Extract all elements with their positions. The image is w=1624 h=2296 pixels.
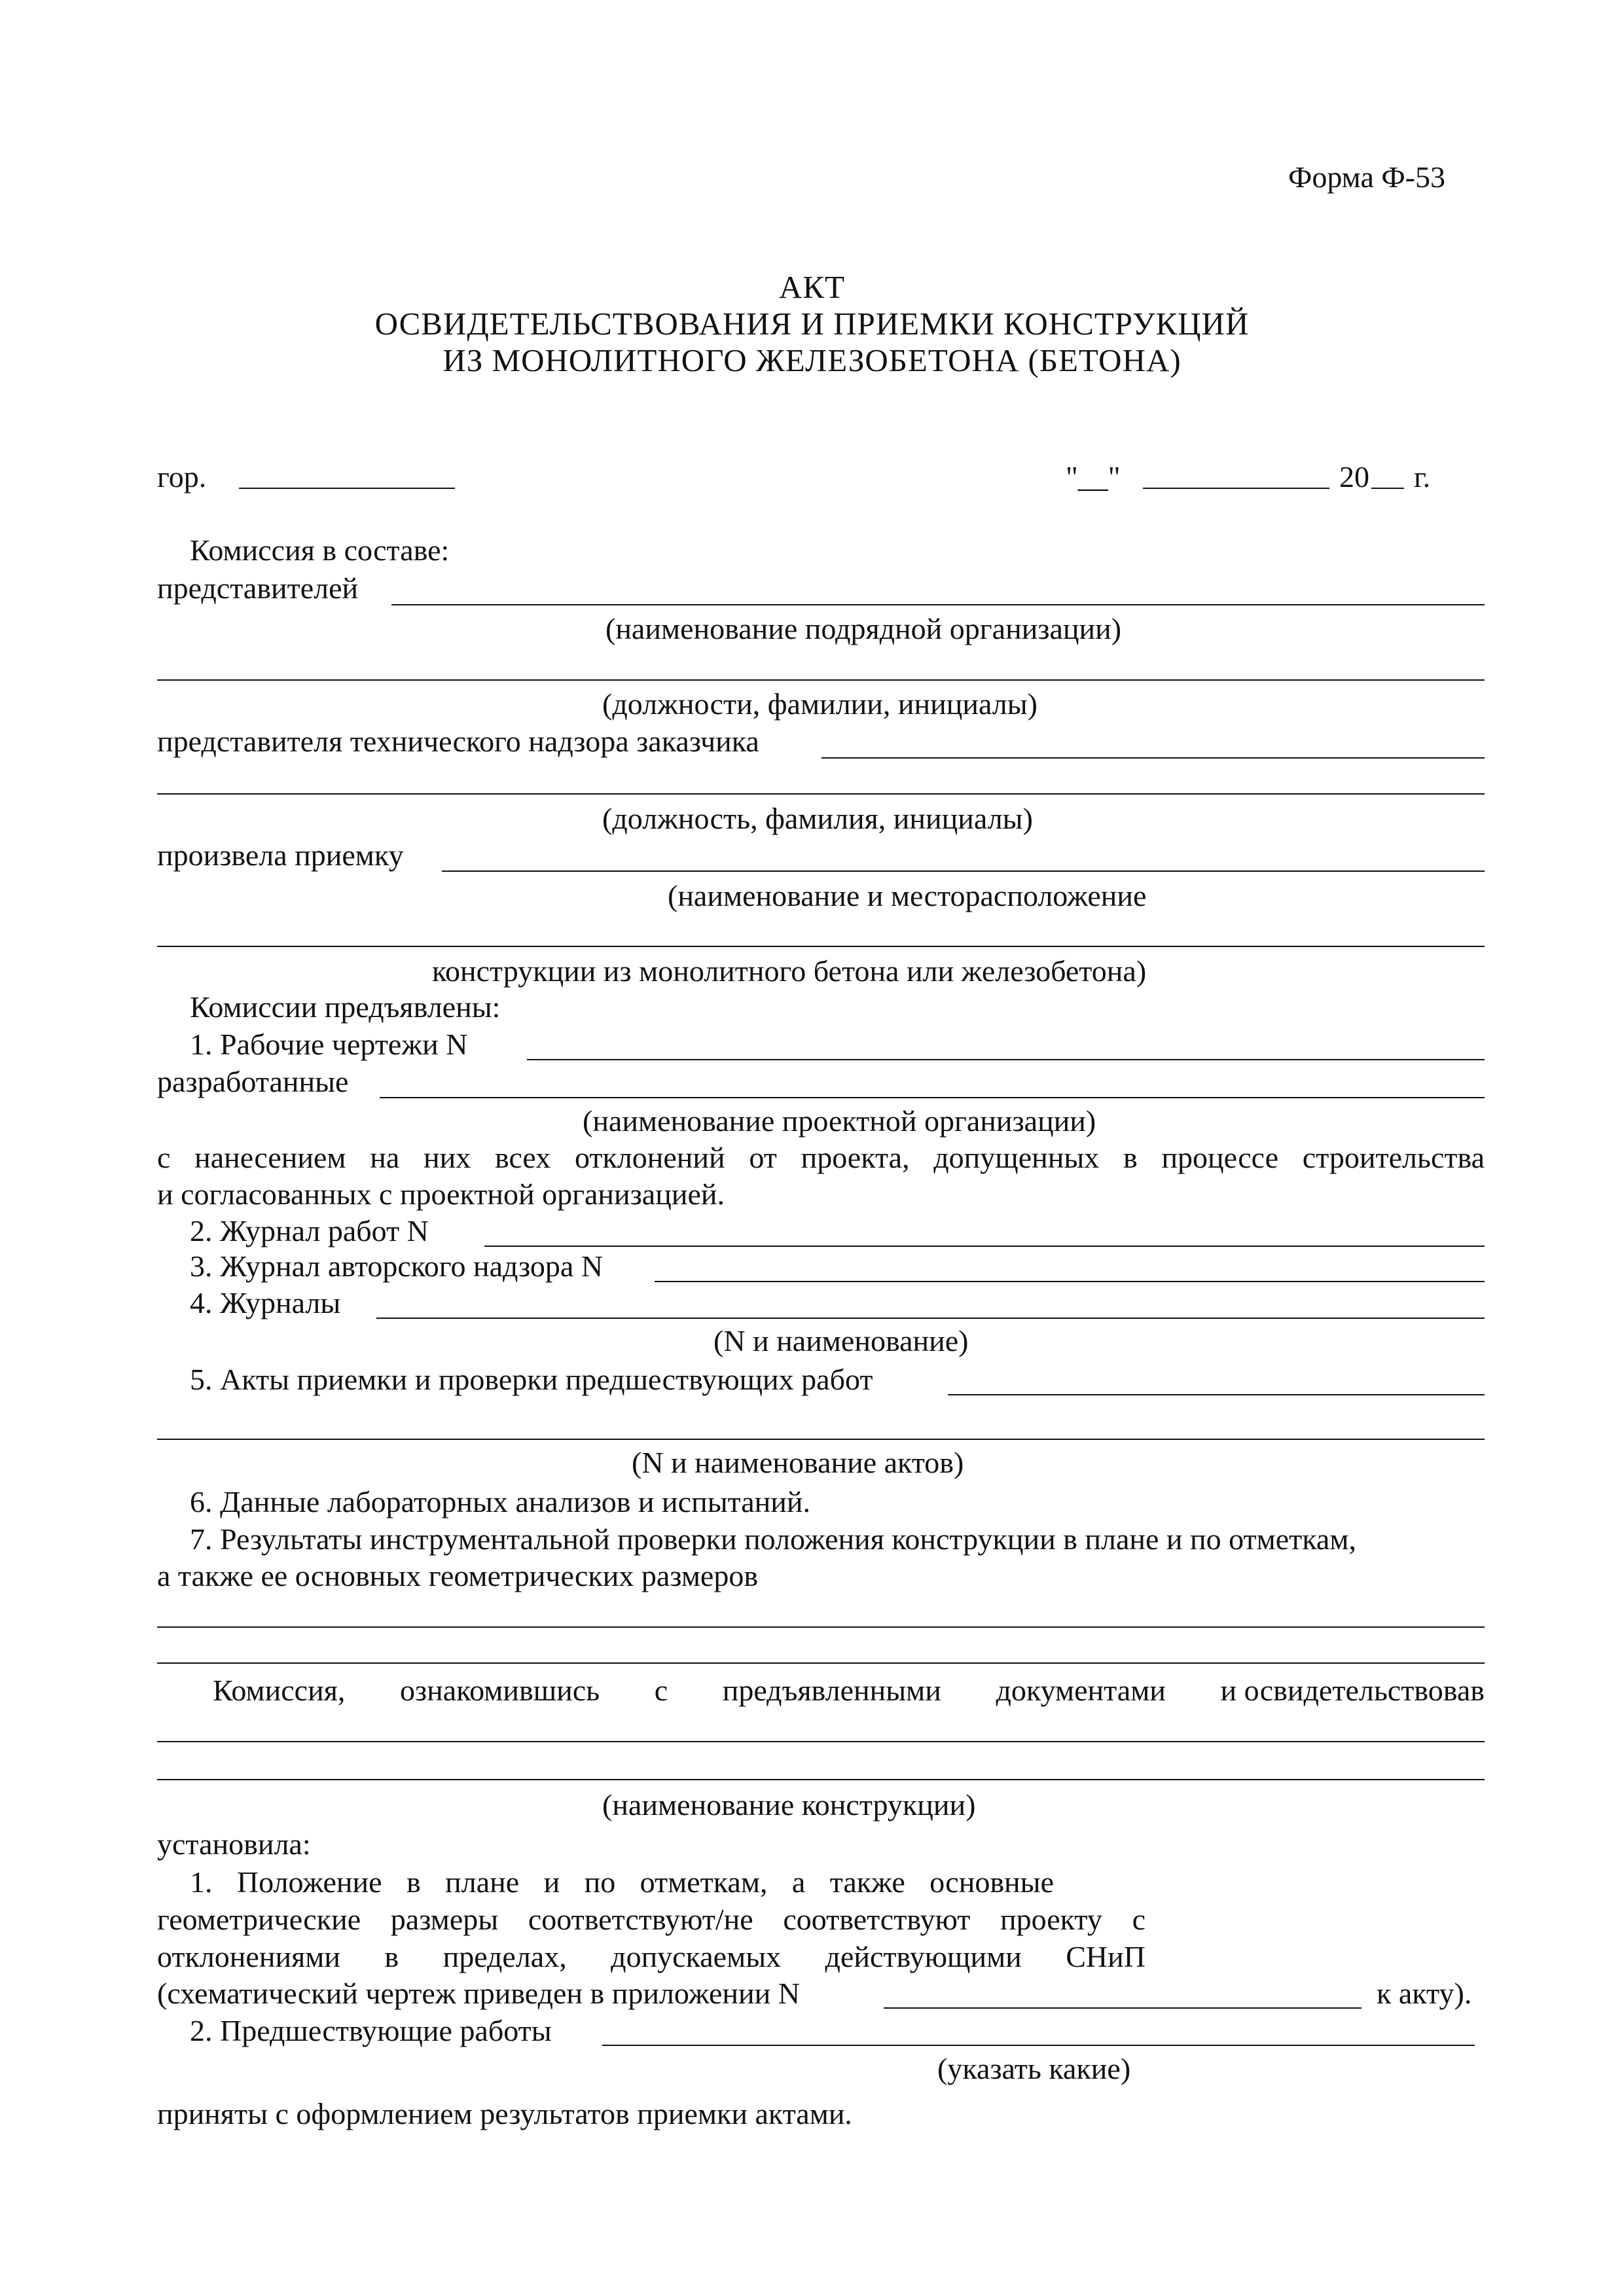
title-line-2: ОСВИДЕТЕЛЬСТВОВАНИЯ И ПРИЕМКИ КОНСТРУКЦИЙ [374, 306, 1250, 342]
item-7-line-2: а также ее основных геометрических размеров [157, 1559, 759, 1592]
tech-supervision-field-2[interactable] [157, 793, 1485, 795]
author-log-field[interactable] [655, 1281, 1485, 1282]
drawings-number-field[interactable] [527, 1059, 1485, 1060]
established-p1-line-4-end: к акту). [1377, 1977, 1472, 2010]
item-4-logs: 4. Журналы [190, 1286, 341, 1319]
specify-caption: (указать какие) [937, 2052, 1131, 2085]
measurements-field[interactable] [157, 1626, 1485, 1628]
review-line [213, 1676, 1485, 1706]
object-field[interactable] [157, 946, 1485, 947]
acts-field-2[interactable] [157, 1439, 1485, 1440]
deviations-line-1: с нанесением на них всех отклонений от проекта, допущенных в процессе строительства [157, 1141, 1485, 1174]
appendix-number-field[interactable] [884, 2007, 1362, 2009]
design-org-caption: (наименование проектной организации) [583, 1104, 1096, 1138]
deviations-line-2: и согласованных с проектной организацией. [157, 1177, 725, 1211]
established-p1-line-3: отклонениями в пределах, допускаемых действующими СНиП [157, 1940, 1146, 1973]
review-word-6: и освидетельствовав [1220, 1674, 1485, 1707]
review-word-2: ознакомившись [399, 1674, 600, 1707]
established-p1-line-1: 1. Положение в плане и по отметкам, а также основные [190, 1865, 1054, 1899]
commission-intro: Комиссия в составе: [190, 533, 450, 567]
item-5-acts: 5. Акты приемки и проверки предшествующих работ [190, 1363, 873, 1396]
review-word-4: предъявленными [722, 1674, 941, 1707]
date-day-label: "__" [1066, 460, 1121, 493]
established-p2: 2. Предшествующие работы [190, 2014, 552, 2047]
construction-caption: (наименование конструкции) [602, 1788, 976, 1821]
date-year-field[interactable] [1371, 488, 1404, 489]
developed-field[interactable] [380, 1097, 1485, 1098]
representatives-field[interactable] [391, 604, 1485, 605]
tech-supervision-label: представителя технического надзора заказчика [157, 725, 759, 758]
title-line-3: ИЗ МОНОЛИТНОГО ЖЕЛЕЗОБЕТОНА (БЕТОНА) [442, 342, 1182, 378]
developed-label: разработанные [157, 1065, 349, 1098]
item-3-author-log: 3. Журнал авторского надзора N [190, 1249, 604, 1283]
contractor-caption: (наименование подрядной организации) [605, 612, 1122, 645]
previous-works-field[interactable] [602, 2045, 1475, 2046]
city-field[interactable] [239, 488, 455, 489]
item-7-line-1: 7. Результаты инструментальной проверки положения конструкции в плане и по отметкам, [190, 1522, 1356, 1556]
n-acts-caption: (N и наименование актов) [632, 1446, 964, 1479]
final-statement: приняты с оформлением результатов приемки актами. [157, 2097, 852, 2130]
established-label: установила: [157, 1827, 311, 1861]
object-caption-1: (наименование и месторасположение [668, 879, 1147, 912]
position-caption: (должность, фамилия, инициалы) [602, 802, 1033, 835]
measurements-field-2[interactable] [157, 1662, 1485, 1664]
established-p1-line-4: (схематический чертеж приведен в приложении N [157, 1977, 800, 2010]
review-field-2[interactable] [157, 1779, 1485, 1780]
established-p1-line-2: геометрические размеры соответствуют/не соответствуют проекту с [157, 1903, 1146, 1936]
item-6-lab-data: 6. Данные лабораторных анализов и испытаний. [190, 1485, 811, 1518]
date-year-suffix: г. [1414, 460, 1431, 493]
accepted-field[interactable] [442, 870, 1485, 872]
representatives-label: представителей [157, 571, 359, 605]
n-name-caption: (N и наименование) [713, 1324, 969, 1357]
accepted-label: произвела приемку [157, 838, 404, 872]
date-year-prefix: 20 [1339, 460, 1369, 493]
city-label: гор. [157, 460, 207, 493]
acts-field[interactable] [948, 1394, 1485, 1395]
review-field[interactable] [157, 1741, 1485, 1742]
tech-supervision-field[interactable] [821, 757, 1485, 759]
date-month-field[interactable] [1143, 488, 1329, 489]
item-2-work-log: 2. Журнал работ N [190, 1214, 429, 1247]
logs-field[interactable] [376, 1318, 1485, 1319]
positions-field[interactable] [157, 679, 1485, 681]
work-log-field[interactable] [484, 1246, 1485, 1247]
review-word-1: Комиссия, [213, 1674, 346, 1707]
form-label: Форма Ф-53 [1288, 160, 1446, 194]
presented-intro: Комиссии предъявлены: [190, 990, 501, 1024]
review-word-3: с [654, 1674, 668, 1707]
review-word-5: документами [996, 1674, 1166, 1707]
positions-caption: (должности, фамилии, инициалы) [602, 687, 1038, 721]
item-1-drawings: 1. Рабочие чертежи N [190, 1028, 468, 1061]
title-act: АКТ [779, 269, 845, 305]
object-caption-2: конструкции из монолитного бетона или железобетона) [432, 954, 1147, 988]
